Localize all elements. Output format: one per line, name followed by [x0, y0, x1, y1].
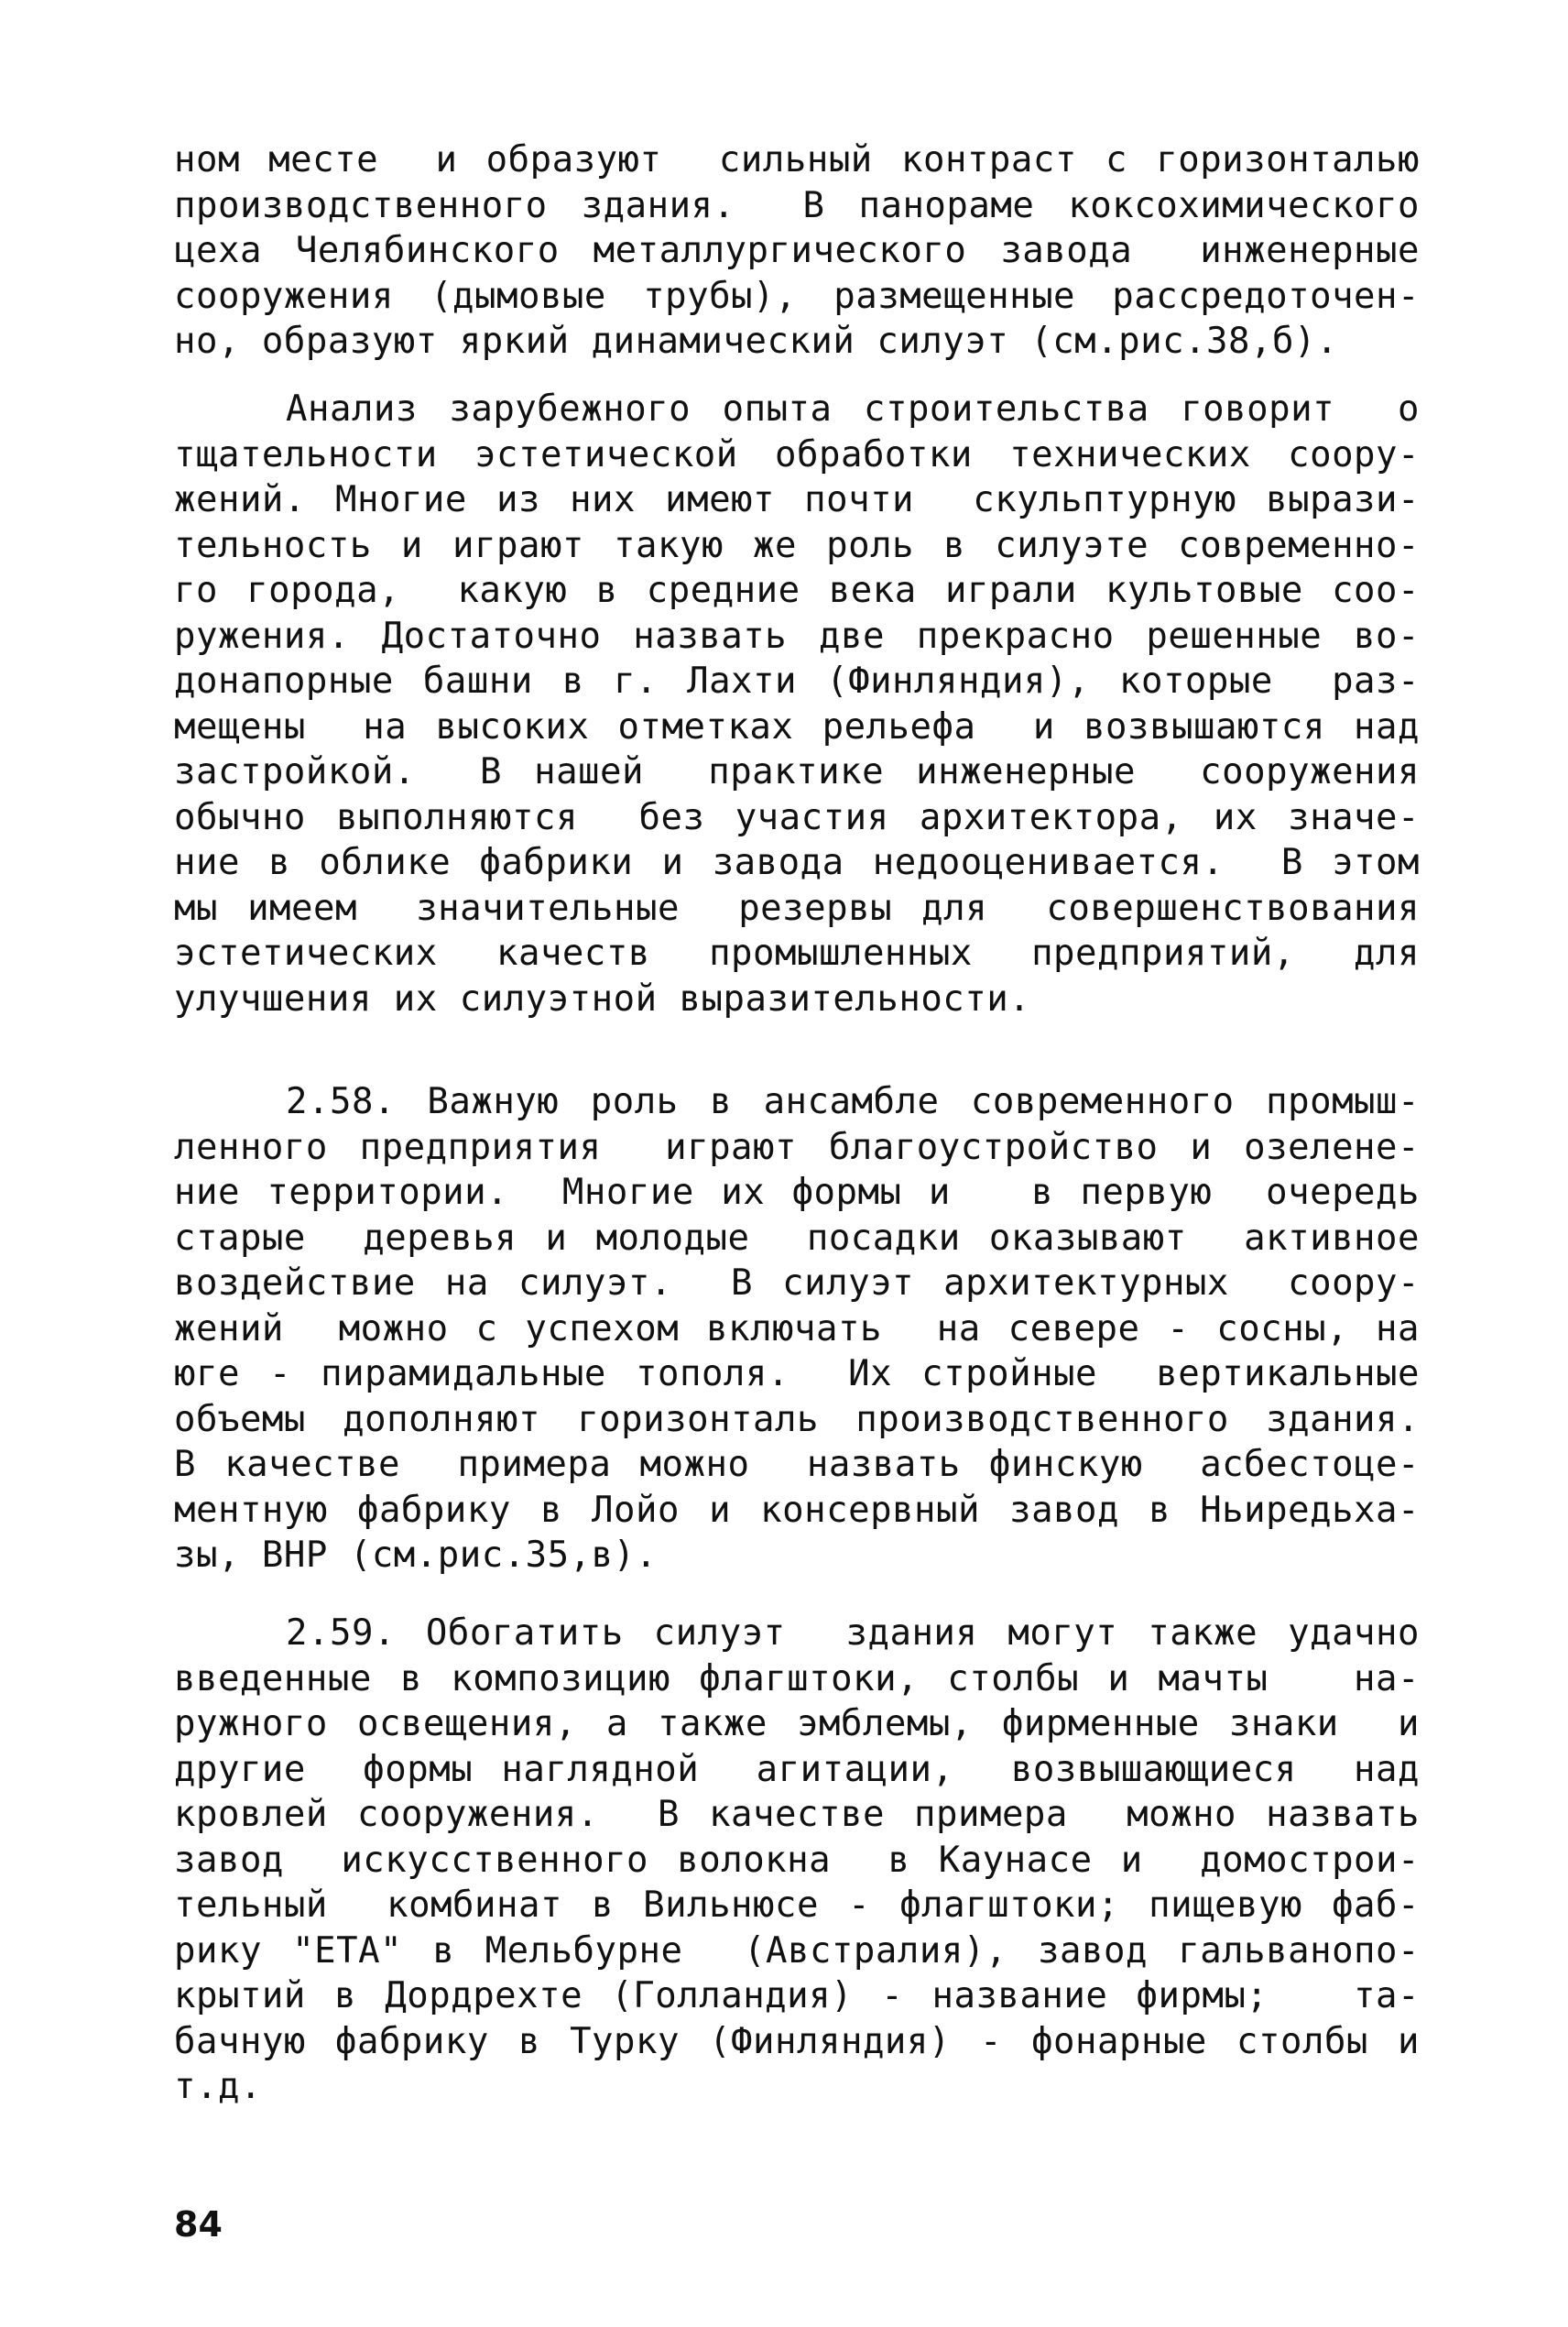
- text-line: завод искусственного волокна в Каунасе и домострои-: [174, 1839, 1420, 1881]
- section-2-59: [174, 1611, 1420, 2110]
- text-line: другие формы наглядной агитации, возвышающиеся над: [174, 1748, 1420, 1790]
- text-line: ружного освещения, а также эмблемы, фирменные знаки и: [174, 1703, 1420, 1744]
- text-line: жений можно с успехом включать на севере - сосны, на: [174, 1307, 1420, 1349]
- text-line: тельность и играют такую же роль в силуэте современно-: [174, 524, 1420, 566]
- text-line: крытий в Дордрехте (Голландия) - название фирмы; та-: [174, 1975, 1420, 2016]
- text-line: застройкой. В нашей практике инженерные сооружения: [174, 751, 1420, 792]
- text-line: ние в облике фабрики и завода недооценивается. В этом: [174, 842, 1420, 883]
- paragraph-continuation: [174, 137, 1420, 365]
- text-line: донапорные башни в г. Лахти (Финляндия), которые раз-: [174, 661, 1420, 702]
- text-line: ментную фабрику в Лойо и консервный завод в Ньиредьха-: [174, 1489, 1420, 1531]
- text-line: ленного предприятия играют благоустройство и озелене-: [174, 1126, 1420, 1168]
- text-line: введенные в композицию флагштоки, столбы и мачты на-: [174, 1657, 1420, 1699]
- text-line: производственного здания. В панораме коксохимического: [174, 184, 1420, 226]
- text-line: рику "ЕТА" в Мельбурне (Австралия), завод гальванопо-: [174, 1929, 1420, 1972]
- text-line: воздействие на силуэт. В силуэт архитектурных соору-: [174, 1262, 1420, 1304]
- paragraph-foreign-experience: [174, 387, 1420, 1021]
- text-line: улучшения их силуэтной выразительности.: [174, 978, 1031, 1020]
- text-line: цеха Челябинского металлургического завода инженерные: [174, 230, 1420, 271]
- text-line: зы, ВНР (см.рис.35,в).: [174, 1535, 658, 1576]
- text-line: обычно выполняются без участия архитектора, их значе-: [174, 796, 1420, 838]
- text-line: но, образуют яркий динамический силуэт (см.рис.38,б).: [174, 321, 1338, 362]
- text-line: мещены на высоких отметках рельефа и возвышаются над: [174, 705, 1420, 748]
- text-line: ружения. Достаточно назвать две прекрасно решенные во-: [174, 615, 1420, 657]
- text-line: кровлей сооружения. В качестве примера можно назвать: [174, 1794, 1420, 1835]
- text-line: тщательности эстетической обработки технических соору-: [174, 433, 1420, 475]
- text-line: жений. Многие из них имеют почти скульптурную вырази-: [174, 479, 1420, 520]
- text-line: В качестве примера можно назвать финскую асбестоце-: [174, 1444, 1420, 1485]
- text-line: мы имеем значительные резервы для совершенствования: [174, 887, 1420, 929]
- section-heading-line: 2.58. Важную роль в ансамбле современного промыш-: [286, 1081, 1420, 1122]
- text-line: сооружения (дымовые трубы), размещенные рассредоточен-: [174, 275, 1420, 317]
- section-2-58: [174, 1079, 1420, 1579]
- text-line: юге - пирамидальные тополя. Их стройные вертикальные: [174, 1353, 1420, 1394]
- text-line: го города, какую в средние века играли культовые соо-: [174, 570, 1420, 611]
- text-line: т.д.: [174, 2066, 262, 2107]
- page-number: 84: [174, 2204, 223, 2245]
- text-line: тельный комбинат в Вильнюсе - флагштоки; пищевую фаб-: [174, 1885, 1420, 1926]
- text-line: Анализ зарубежного опыта строительства говорит о: [286, 388, 1420, 430]
- text-line: ном месте и образуют сильный контраст с горизонталью: [174, 139, 1420, 180]
- text-line: старые деревья и молодые посадки оказывают активное: [174, 1217, 1420, 1259]
- text-line: ние территории. Многие их формы и в первую очередь: [174, 1172, 1420, 1213]
- text-line: объемы дополняют горизонталь производственного здания.: [174, 1398, 1420, 1440]
- text-line: бачную фабрику в Турку (Финляндия) - фонарные столбы и: [174, 2020, 1420, 2062]
- text-line: эстетических качеств промышленных предприятий, для: [174, 933, 1420, 974]
- section-heading-line: 2.59. Обогатить силуэт здания могут также удачно: [286, 1612, 1420, 1654]
